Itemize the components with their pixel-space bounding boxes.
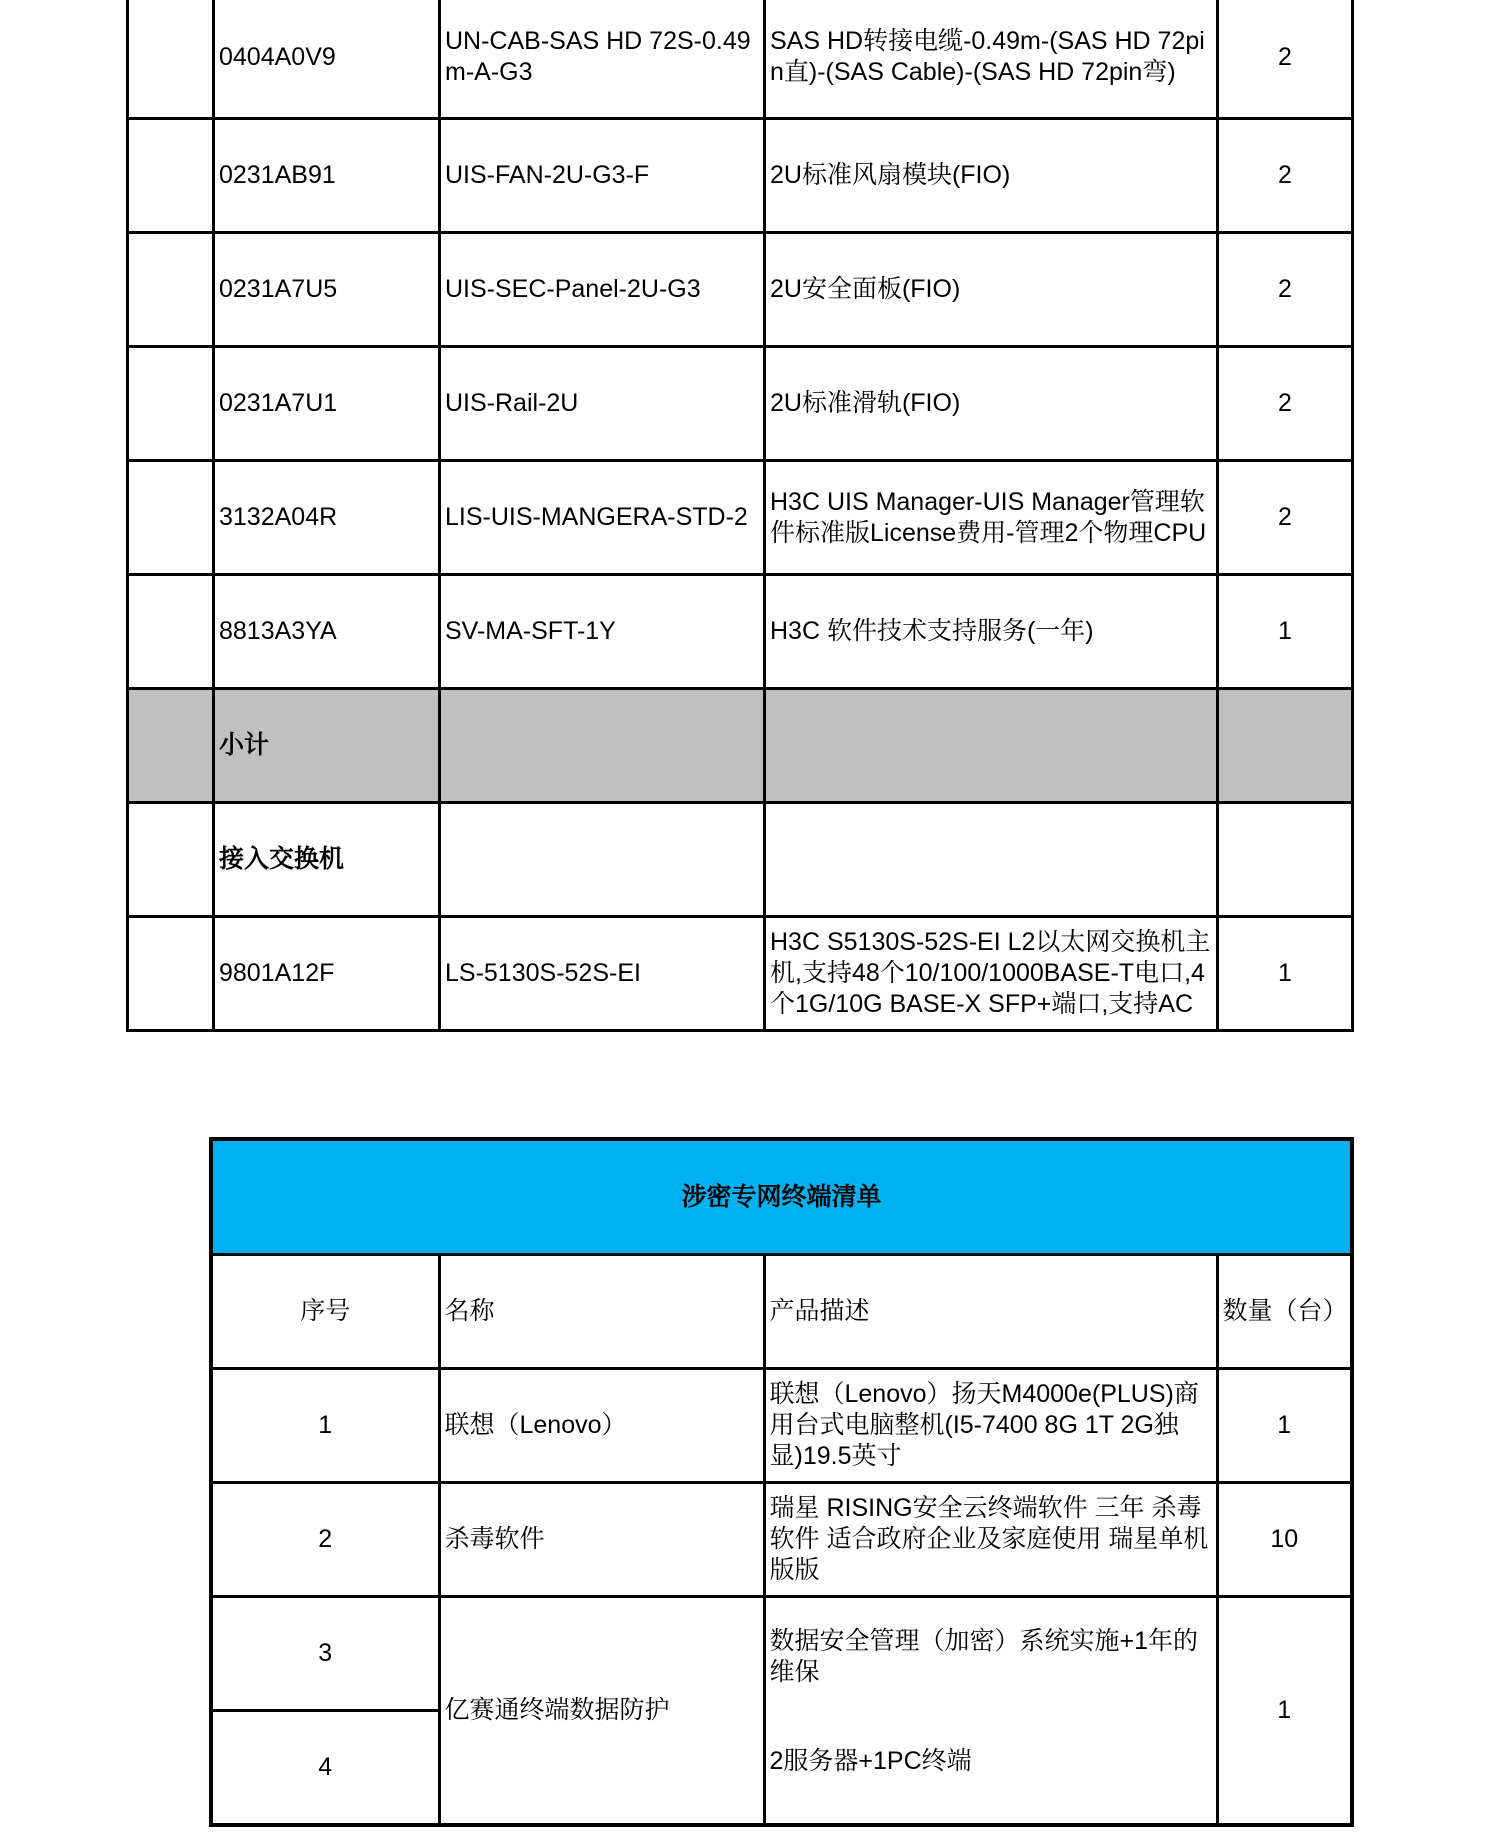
desc-cell: 2U标准滑轨(FIO) — [765, 347, 1218, 461]
index-cell — [128, 689, 214, 803]
index-cell — [128, 233, 214, 347]
index-cell — [128, 461, 214, 575]
code-cell: 0231A7U1 — [214, 347, 440, 461]
index-cell — [128, 119, 214, 233]
no-cell: 1 — [211, 1369, 439, 1483]
code-cell: 0404A0V9 — [214, 0, 440, 119]
code-cell: 0231AB91 — [214, 119, 440, 233]
desc-cell — [765, 803, 1218, 917]
desc-cell — [765, 689, 1218, 803]
desc-cell: 2U标准风扇模块(FIO) — [765, 119, 1218, 233]
qty-cell — [1218, 803, 1353, 917]
model-cell: UIS-FAN-2U-G3-F — [440, 119, 765, 233]
desc-cell: 2U安全面板(FIO) — [765, 233, 1218, 347]
no-cell: 2 — [211, 1483, 439, 1597]
section-row — [128, 803, 1353, 917]
table-row — [211, 1597, 1352, 1711]
model-cell: LS-5130S-52S-EI — [440, 917, 765, 1031]
qty-cell: 2 — [1218, 119, 1353, 233]
no-cell: 3 — [211, 1597, 439, 1711]
qty-cell: 2 — [1218, 347, 1353, 461]
name-cell: 亿赛通终端数据防护 — [439, 1597, 764, 1825]
desc-cell: SAS HD转接电缆-0.49m-(SAS HD 72pin直)-(SAS Cable)-(SAS HD 72pin弯) — [765, 0, 1218, 119]
table-row — [128, 119, 1353, 233]
model-cell: UN-CAB-SAS HD 72S-0.49m-A-G3 — [440, 0, 765, 119]
code-cell: 0231A7U5 — [214, 233, 440, 347]
table-row — [128, 461, 1353, 575]
code-cell: 9801A12F — [214, 917, 440, 1031]
subtotal-label: 小计 — [214, 689, 440, 803]
section-label: 接入交换机 — [214, 803, 440, 917]
terminal-list-table — [209, 1137, 1354, 1827]
desc-cell: H3C 软件技术支持服务(一年) — [765, 575, 1218, 689]
desc-cell: H3C UIS Manager-UIS Manager管理软件标准版License费用-管理2个物理CPU — [765, 461, 1218, 575]
qty-cell: 1 — [1217, 1597, 1352, 1825]
table-row — [128, 347, 1353, 461]
qty-cell: 2 — [1218, 461, 1353, 575]
desc-cell — [764, 1597, 1217, 1825]
header-row — [211, 1255, 1352, 1369]
model-cell: LIS-UIS-MANGERA-STD-2 — [440, 461, 765, 575]
desc-line-a: 数据安全管理（加密）系统实施+1年的维保 — [769, 1627, 1199, 1686]
table-title: 涉密专网终端清单 — [211, 1139, 1352, 1255]
name-cell: 联想（Lenovo） — [439, 1369, 764, 1483]
model-cell: SV-MA-SFT-1Y — [440, 575, 765, 689]
table-row — [128, 0, 1353, 119]
model-cell — [440, 689, 765, 803]
qty-cell: 10 — [1217, 1483, 1352, 1597]
subtotal-row — [128, 689, 1353, 803]
model-cell: UIS-Rail-2U — [440, 347, 765, 461]
index-cell — [128, 917, 214, 1031]
header-desc: 产品描述 — [764, 1255, 1217, 1369]
index-cell — [128, 575, 214, 689]
desc-cell: 瑞星 RISING安全云终端软件 三年 杀毒软件 适合政府企业及家庭使用 瑞星单机版版 — [764, 1483, 1217, 1597]
desc-cell: H3C S5130S-52S-EI L2以太网交换机主机,支持48个10/100/1000BASE-T电口,4个1G/10G BASE-X SFP+端口,支持AC — [765, 917, 1218, 1031]
code-cell: 3132A04R — [214, 461, 440, 575]
header-qty: 数量（台） — [1217, 1255, 1352, 1369]
model-cell: UIS-SEC-Panel-2U-G3 — [440, 233, 765, 347]
table-row — [211, 1369, 1352, 1483]
index-cell — [128, 803, 214, 917]
table-row — [128, 917, 1353, 1031]
index-cell — [128, 0, 214, 119]
index-cell — [128, 347, 214, 461]
qty-cell: 1 — [1218, 575, 1353, 689]
model-cell — [440, 803, 765, 917]
name-cell: 杀毒软件 — [439, 1483, 764, 1597]
desc-line-b: 2服务器+1PC终端 — [769, 1747, 972, 1775]
table-row — [128, 575, 1353, 689]
header-name: 名称 — [439, 1255, 764, 1369]
qty-cell — [1218, 689, 1353, 803]
header-no: 序号 — [211, 1255, 439, 1369]
table-row — [211, 1483, 1352, 1597]
qty-cell: 1 — [1218, 917, 1353, 1031]
qty-cell: 2 — [1218, 233, 1353, 347]
no-cell: 4 — [211, 1711, 439, 1825]
qty-cell: 1 — [1217, 1369, 1352, 1483]
desc-cell: 联想（Lenovo）扬天M4000e(PLUS)商用台式电脑整机(I5-7400 8G 1T 2G独显)19.5英寸 — [764, 1369, 1217, 1483]
table-row — [128, 233, 1353, 347]
qty-cell: 2 — [1218, 0, 1353, 119]
code-cell: 8813A3YA — [214, 575, 440, 689]
hardware-table — [126, 0, 1354, 1032]
